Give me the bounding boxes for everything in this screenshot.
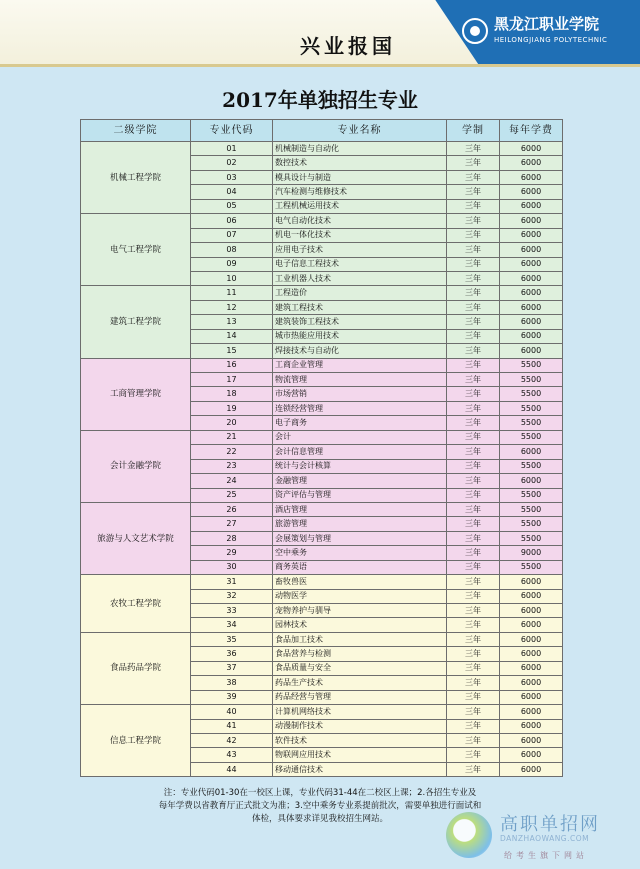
major-name-cell: 移动通信技术 xyxy=(273,762,447,776)
table-row xyxy=(81,632,563,646)
fee-cell: 6000 xyxy=(500,676,563,690)
major-name-cell: 电气自动化技术 xyxy=(273,214,447,228)
major-code-cell: 40 xyxy=(191,705,273,719)
duration-cell: 三年 xyxy=(447,170,500,184)
major-code-cell: 26 xyxy=(191,502,273,516)
major-code-cell: 03 xyxy=(191,170,273,184)
fee-cell: 6000 xyxy=(500,575,563,589)
fee-cell: 6000 xyxy=(500,589,563,603)
major-name-cell: 药品经营与管理 xyxy=(273,690,447,704)
watermark-logo-icon xyxy=(446,812,492,858)
major-code-cell: 16 xyxy=(191,358,273,372)
fee-cell: 6000 xyxy=(500,228,563,242)
major-name-cell: 模具设计与制造 xyxy=(273,170,447,184)
major-code-cell: 11 xyxy=(191,286,273,300)
duration-cell: 三年 xyxy=(447,271,500,285)
table-row xyxy=(81,358,563,372)
duration-cell: 三年 xyxy=(447,589,500,603)
duration-cell: 三年 xyxy=(447,286,500,300)
fee-cell: 6000 xyxy=(500,733,563,747)
school-name-cn: 黑龙江职业学院 xyxy=(494,15,600,33)
duration-cell: 三年 xyxy=(447,560,500,574)
major-code-cell: 10 xyxy=(191,271,273,285)
major-code-cell: 08 xyxy=(191,243,273,257)
major-code-cell: 14 xyxy=(191,329,273,343)
major-name-cell: 食品质量与安全 xyxy=(273,661,447,675)
duration-cell: 三年 xyxy=(447,199,500,213)
banner-divider xyxy=(0,64,640,67)
college-cell: 工商管理学院 xyxy=(81,358,191,430)
duration-cell: 三年 xyxy=(447,661,500,675)
duration-cell: 三年 xyxy=(447,733,500,747)
major-code-cell: 44 xyxy=(191,762,273,776)
major-name-cell: 电子商务 xyxy=(273,416,447,430)
fee-cell: 6000 xyxy=(500,257,563,271)
major-code-cell: 07 xyxy=(191,228,273,242)
fee-cell: 6000 xyxy=(500,647,563,661)
fee-cell: 6000 xyxy=(500,142,563,156)
duration-cell: 三年 xyxy=(447,517,500,531)
header-code: 专业代码 xyxy=(191,120,273,142)
major-code-cell: 06 xyxy=(191,214,273,228)
footnote-line: 注：专业代码01-30在一校区上课，专业代码31-44在二校区上课；2.各招生专业及 xyxy=(163,788,477,798)
major-code-cell: 12 xyxy=(191,300,273,314)
major-code-cell: 23 xyxy=(191,459,273,473)
table-row xyxy=(81,430,563,444)
major-name-cell: 空中乘务 xyxy=(273,546,447,560)
major-name-cell: 会计信息管理 xyxy=(273,445,447,459)
major-code-cell: 20 xyxy=(191,416,273,430)
school-name-en: HEILONGJIANG POLYTECHNIC xyxy=(494,36,608,44)
college-cell: 会计金融学院 xyxy=(81,430,191,502)
major-code-cell: 33 xyxy=(191,604,273,618)
fee-cell: 6000 xyxy=(500,286,563,300)
major-name-cell: 应用电子技术 xyxy=(273,243,447,257)
fee-cell: 6000 xyxy=(500,748,563,762)
table-row xyxy=(81,502,563,516)
major-name-cell: 宠物养护与驯导 xyxy=(273,604,447,618)
duration-cell: 三年 xyxy=(447,762,500,776)
major-name-cell: 物流管理 xyxy=(273,373,447,387)
duration-cell: 三年 xyxy=(447,142,500,156)
major-code-cell: 01 xyxy=(191,142,273,156)
table-row xyxy=(81,142,563,156)
duration-cell: 三年 xyxy=(447,185,500,199)
major-code-cell: 36 xyxy=(191,647,273,661)
fee-cell: 5500 xyxy=(500,459,563,473)
major-name-cell: 统计与会计核算 xyxy=(273,459,447,473)
duration-cell: 三年 xyxy=(447,676,500,690)
fee-cell: 6000 xyxy=(500,329,563,343)
table-header-row xyxy=(81,120,563,142)
duration-cell: 三年 xyxy=(447,156,500,170)
major-name-cell: 工商企业管理 xyxy=(273,358,447,372)
fee-cell: 5500 xyxy=(500,416,563,430)
fee-cell: 6000 xyxy=(500,474,563,488)
duration-cell: 三年 xyxy=(447,430,500,444)
duration-cell: 三年 xyxy=(447,632,500,646)
major-name-cell: 食品营养与检测 xyxy=(273,647,447,661)
major-name-cell: 会展策划与管理 xyxy=(273,531,447,545)
table-row xyxy=(81,214,563,228)
duration-cell: 三年 xyxy=(447,344,500,358)
major-code-cell: 37 xyxy=(191,661,273,675)
major-name-cell: 金融管理 xyxy=(273,474,447,488)
fee-cell: 6000 xyxy=(500,185,563,199)
fee-cell: 6000 xyxy=(500,632,563,646)
fee-cell: 5500 xyxy=(500,488,563,502)
watermark-title: 高职单招网 xyxy=(500,814,600,835)
fee-cell: 6000 xyxy=(500,661,563,675)
duration-cell: 三年 xyxy=(447,690,500,704)
footnote-line: 每年学费以省教育厅正式批文为准；3.空中乘务专业系提前批次，需要单独进行面试和 xyxy=(158,801,482,811)
major-code-cell: 04 xyxy=(191,185,273,199)
major-code-cell: 25 xyxy=(191,488,273,502)
fee-cell: 6000 xyxy=(500,156,563,170)
table-row xyxy=(81,705,563,719)
major-code-cell: 24 xyxy=(191,474,273,488)
college-cell: 农牧工程学院 xyxy=(81,575,191,633)
major-name-cell: 数控技术 xyxy=(273,156,447,170)
major-name-cell: 药品生产技术 xyxy=(273,676,447,690)
school-emblem-icon xyxy=(462,18,488,44)
major-name-cell: 会计 xyxy=(273,430,447,444)
major-name-cell: 园林技术 xyxy=(273,618,447,632)
fee-cell: 6000 xyxy=(500,705,563,719)
major-name-cell: 物联网应用技术 xyxy=(273,748,447,762)
fee-cell: 6000 xyxy=(500,762,563,776)
major-name-cell: 动物医学 xyxy=(273,589,447,603)
header-college: 二级学院 xyxy=(81,120,191,142)
table-row xyxy=(81,575,563,589)
college-cell: 信息工程学院 xyxy=(81,705,191,777)
duration-cell: 三年 xyxy=(447,748,500,762)
duration-cell: 三年 xyxy=(447,315,500,329)
major-code-cell: 13 xyxy=(191,315,273,329)
major-name-cell: 工业机器人技术 xyxy=(273,271,447,285)
major-name-cell: 软件技术 xyxy=(273,733,447,747)
majors-table xyxy=(80,119,563,777)
major-code-cell: 41 xyxy=(191,719,273,733)
fee-cell: 6000 xyxy=(500,315,563,329)
duration-cell: 三年 xyxy=(447,575,500,589)
fee-cell: 6000 xyxy=(500,214,563,228)
major-name-cell: 机电一体化技术 xyxy=(273,228,447,242)
major-code-cell: 42 xyxy=(191,733,273,747)
duration-cell: 三年 xyxy=(447,531,500,545)
fee-cell: 5500 xyxy=(500,560,563,574)
fee-cell: 5500 xyxy=(500,502,563,516)
fee-cell: 5500 xyxy=(500,531,563,545)
duration-cell: 三年 xyxy=(447,618,500,632)
major-code-cell: 30 xyxy=(191,560,273,574)
fee-cell: 6000 xyxy=(500,243,563,257)
college-cell: 旅游与人文艺术学院 xyxy=(81,502,191,574)
fee-cell: 5500 xyxy=(500,517,563,531)
duration-cell: 三年 xyxy=(447,488,500,502)
fee-cell: 5500 xyxy=(500,401,563,415)
duration-cell: 三年 xyxy=(447,358,500,372)
watermark-slogan: 给考生旗下网站 xyxy=(504,851,588,860)
major-name-cell: 建筑装饰工程技术 xyxy=(273,315,447,329)
major-name-cell: 机械制造与自动化 xyxy=(273,142,447,156)
college-cell: 建筑工程学院 xyxy=(81,286,191,358)
college-cell: 电气工程学院 xyxy=(81,214,191,286)
major-name-cell: 资产评估与管理 xyxy=(273,488,447,502)
major-code-cell: 15 xyxy=(191,344,273,358)
fee-cell: 6000 xyxy=(500,199,563,213)
major-code-cell: 22 xyxy=(191,445,273,459)
major-code-cell: 09 xyxy=(191,257,273,271)
major-name-cell: 电子信息工程技术 xyxy=(273,257,447,271)
duration-cell: 三年 xyxy=(447,474,500,488)
fee-cell: 6000 xyxy=(500,271,563,285)
duration-cell: 三年 xyxy=(447,604,500,618)
duration-cell: 三年 xyxy=(447,243,500,257)
watermark-domain: DANZHAOWANG.COM xyxy=(500,834,590,843)
banner-slogan: 兴业报国 xyxy=(300,34,396,58)
duration-cell: 三年 xyxy=(447,300,500,314)
major-name-cell: 商务英语 xyxy=(273,560,447,574)
duration-cell: 三年 xyxy=(447,387,500,401)
major-name-cell: 城市热能应用技术 xyxy=(273,329,447,343)
college-cell: 机械工程学院 xyxy=(81,142,191,214)
major-code-cell: 29 xyxy=(191,546,273,560)
major-name-cell: 建筑工程技术 xyxy=(273,300,447,314)
major-name-cell: 食品加工技术 xyxy=(273,632,447,646)
table-row xyxy=(81,286,563,300)
major-name-cell: 畜牧兽医 xyxy=(273,575,447,589)
footnote-line: 体检，具体要求详见我校招生网站。 xyxy=(251,814,388,824)
fee-cell: 6000 xyxy=(500,300,563,314)
duration-cell: 三年 xyxy=(447,373,500,387)
duration-cell: 三年 xyxy=(447,705,500,719)
major-code-cell: 43 xyxy=(191,748,273,762)
major-name-cell: 酒店管理 xyxy=(273,502,447,516)
major-code-cell: 34 xyxy=(191,618,273,632)
major-code-cell: 05 xyxy=(191,199,273,213)
major-code-cell: 27 xyxy=(191,517,273,531)
major-name-cell: 计算机网络技术 xyxy=(273,705,447,719)
major-name-cell: 焊接技术与自动化 xyxy=(273,344,447,358)
fee-cell: 9000 xyxy=(500,546,563,560)
page-title: 2017年单独招生专业 xyxy=(222,88,418,112)
major-code-cell: 35 xyxy=(191,632,273,646)
major-code-cell: 28 xyxy=(191,531,273,545)
fee-cell: 5500 xyxy=(500,373,563,387)
fee-cell: 6000 xyxy=(500,344,563,358)
duration-cell: 三年 xyxy=(447,459,500,473)
duration-cell: 三年 xyxy=(447,647,500,661)
duration-cell: 三年 xyxy=(447,257,500,271)
fee-cell: 5500 xyxy=(500,430,563,444)
fee-cell: 5500 xyxy=(500,387,563,401)
major-code-cell: 39 xyxy=(191,690,273,704)
major-code-cell: 17 xyxy=(191,373,273,387)
duration-cell: 三年 xyxy=(447,416,500,430)
major-name-cell: 工程机械运用技术 xyxy=(273,199,447,213)
duration-cell: 三年 xyxy=(447,719,500,733)
duration-cell: 三年 xyxy=(447,329,500,343)
major-code-cell: 21 xyxy=(191,430,273,444)
fee-cell: 6000 xyxy=(500,445,563,459)
major-code-cell: 19 xyxy=(191,401,273,415)
major-code-cell: 02 xyxy=(191,156,273,170)
major-code-cell: 38 xyxy=(191,676,273,690)
duration-cell: 三年 xyxy=(447,214,500,228)
fee-cell: 6000 xyxy=(500,719,563,733)
fee-cell: 6000 xyxy=(500,170,563,184)
duration-cell: 三年 xyxy=(447,445,500,459)
header-duration: 学制 xyxy=(447,120,500,142)
major-code-cell: 32 xyxy=(191,589,273,603)
duration-cell: 三年 xyxy=(447,401,500,415)
fee-cell: 5500 xyxy=(500,358,563,372)
duration-cell: 三年 xyxy=(447,228,500,242)
duration-cell: 三年 xyxy=(447,502,500,516)
major-name-cell: 动漫制作技术 xyxy=(273,719,447,733)
major-name-cell: 汽车检测与维修技术 xyxy=(273,185,447,199)
fee-cell: 6000 xyxy=(500,618,563,632)
major-name-cell: 连锁经营管理 xyxy=(273,401,447,415)
major-name-cell: 旅游管理 xyxy=(273,517,447,531)
fee-cell: 6000 xyxy=(500,690,563,704)
college-cell: 食品药品学院 xyxy=(81,632,191,704)
major-name-cell: 工程造价 xyxy=(273,286,447,300)
header-fee: 每年学费 xyxy=(500,120,563,142)
fee-cell: 6000 xyxy=(500,604,563,618)
major-name-cell: 市场营销 xyxy=(273,387,447,401)
major-code-cell: 18 xyxy=(191,387,273,401)
major-code-cell: 31 xyxy=(191,575,273,589)
duration-cell: 三年 xyxy=(447,546,500,560)
table-body xyxy=(81,142,563,777)
header-major-name: 专业名称 xyxy=(273,120,447,142)
